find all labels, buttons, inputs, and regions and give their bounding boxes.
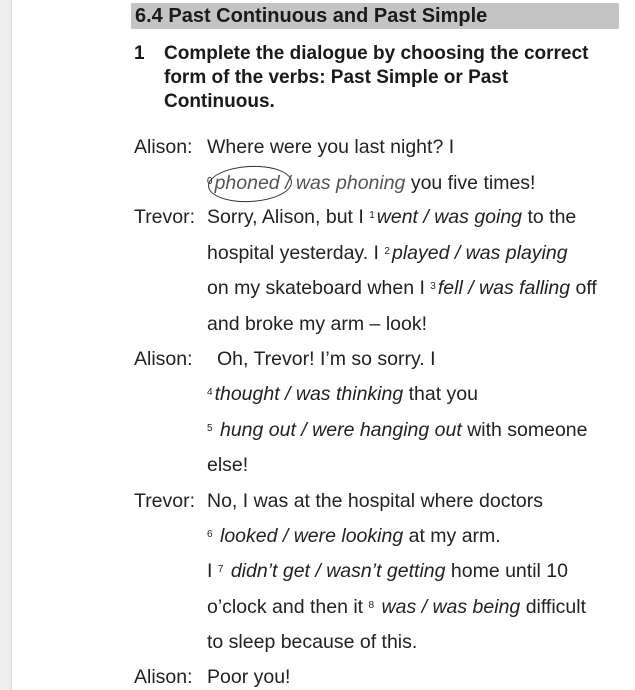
section-title: 6.4 Past Continuous and Past Simple: [135, 5, 488, 27]
dialogue-tail: to the: [527, 206, 577, 228]
dialogue-tail: with someone: [467, 419, 588, 441]
left-margin-strip: [0, 0, 12, 690]
dialogue-pre: o’clock and then it: [207, 596, 364, 618]
dialogue-speaker: Alison:: [134, 136, 193, 158]
dialogue-tail: you five times!: [410, 172, 536, 194]
dialogue-text: Poor you!: [207, 666, 291, 688]
option-b: was phoning: [295, 172, 406, 194]
exercise-instruction: Complete the dialogue by choosing the correct form of the verbs: Past Simple or Past Continuous.: [164, 43, 589, 112]
dialogue-line: [207, 241, 568, 265]
dialogue-line: [207, 171, 535, 195]
gap-number: 0: [207, 176, 213, 187]
verb-options: went / was going: [376, 206, 523, 228]
dialogue-speaker: Trevor:: [134, 206, 196, 228]
dialogue-line: [207, 382, 478, 406]
dialogue-pre: I: [207, 560, 213, 582]
gap-number: 3: [430, 281, 436, 292]
verb-options: thought / was thinking: [214, 383, 404, 405]
answer-circle-mark: [207, 164, 293, 204]
verb-options: fell / was falling: [437, 277, 571, 299]
dialogue-text: to sleep because of this.: [207, 631, 418, 653]
dialogue-text: Oh, Trevor! I’m so sorry. I: [217, 348, 436, 370]
dialogue-line: [207, 276, 597, 300]
verb-options: looked / were looking: [219, 525, 404, 547]
dialogue-tail: at my arm.: [408, 525, 501, 547]
dialogue-pre: hospital yesterday. I: [207, 242, 379, 264]
dialogue-tail: that you: [408, 383, 478, 405]
dialogue-tail: off: [575, 277, 597, 299]
dialogue-speaker: Alison:: [134, 348, 193, 370]
gap-number: 4: [207, 387, 213, 398]
gap-number: 6: [207, 529, 213, 540]
gap-number: 8: [368, 600, 375, 611]
gap-number: 7: [217, 564, 224, 575]
dialogue-text: Where were you last night? I: [207, 136, 455, 158]
dialogue-line: [207, 559, 568, 583]
verb-options: was / was being: [381, 596, 521, 618]
exercise-number: 1: [134, 43, 145, 64]
dialogue-text: No, I was at the hospital where doctors: [207, 490, 544, 512]
gap-number: 5: [207, 423, 213, 434]
gap-number: 1: [369, 210, 375, 221]
verb-options: hung out / were hanging out: [219, 419, 462, 441]
dialogue-pre: Sorry, Alison, but I: [207, 206, 364, 228]
circled-answer: [215, 172, 280, 194]
dialogue-text: and broke my arm – look!: [207, 313, 428, 335]
gap-number: 2: [384, 246, 390, 257]
verb-options: played / was playing: [391, 242, 568, 264]
dialogue-tail: home until 10: [450, 560, 568, 582]
dialogue-speaker: Trevor:: [134, 490, 196, 512]
dialogue-line: [207, 205, 576, 229]
dialogue-line: [207, 595, 586, 619]
dialogue-speaker: Alison:: [134, 666, 193, 688]
dialogue-tail: difficult: [525, 596, 587, 618]
dialogue-line: [207, 418, 588, 442]
dialogue-text: else!: [207, 454, 249, 476]
verb-options: didn’t get / wasn’t getting: [230, 560, 446, 582]
dialogue-pre: on my skateboard when I: [207, 277, 425, 299]
option-a: phoned: [214, 172, 280, 194]
option-separator: /: [285, 172, 291, 194]
dialogue-line: [207, 524, 501, 548]
